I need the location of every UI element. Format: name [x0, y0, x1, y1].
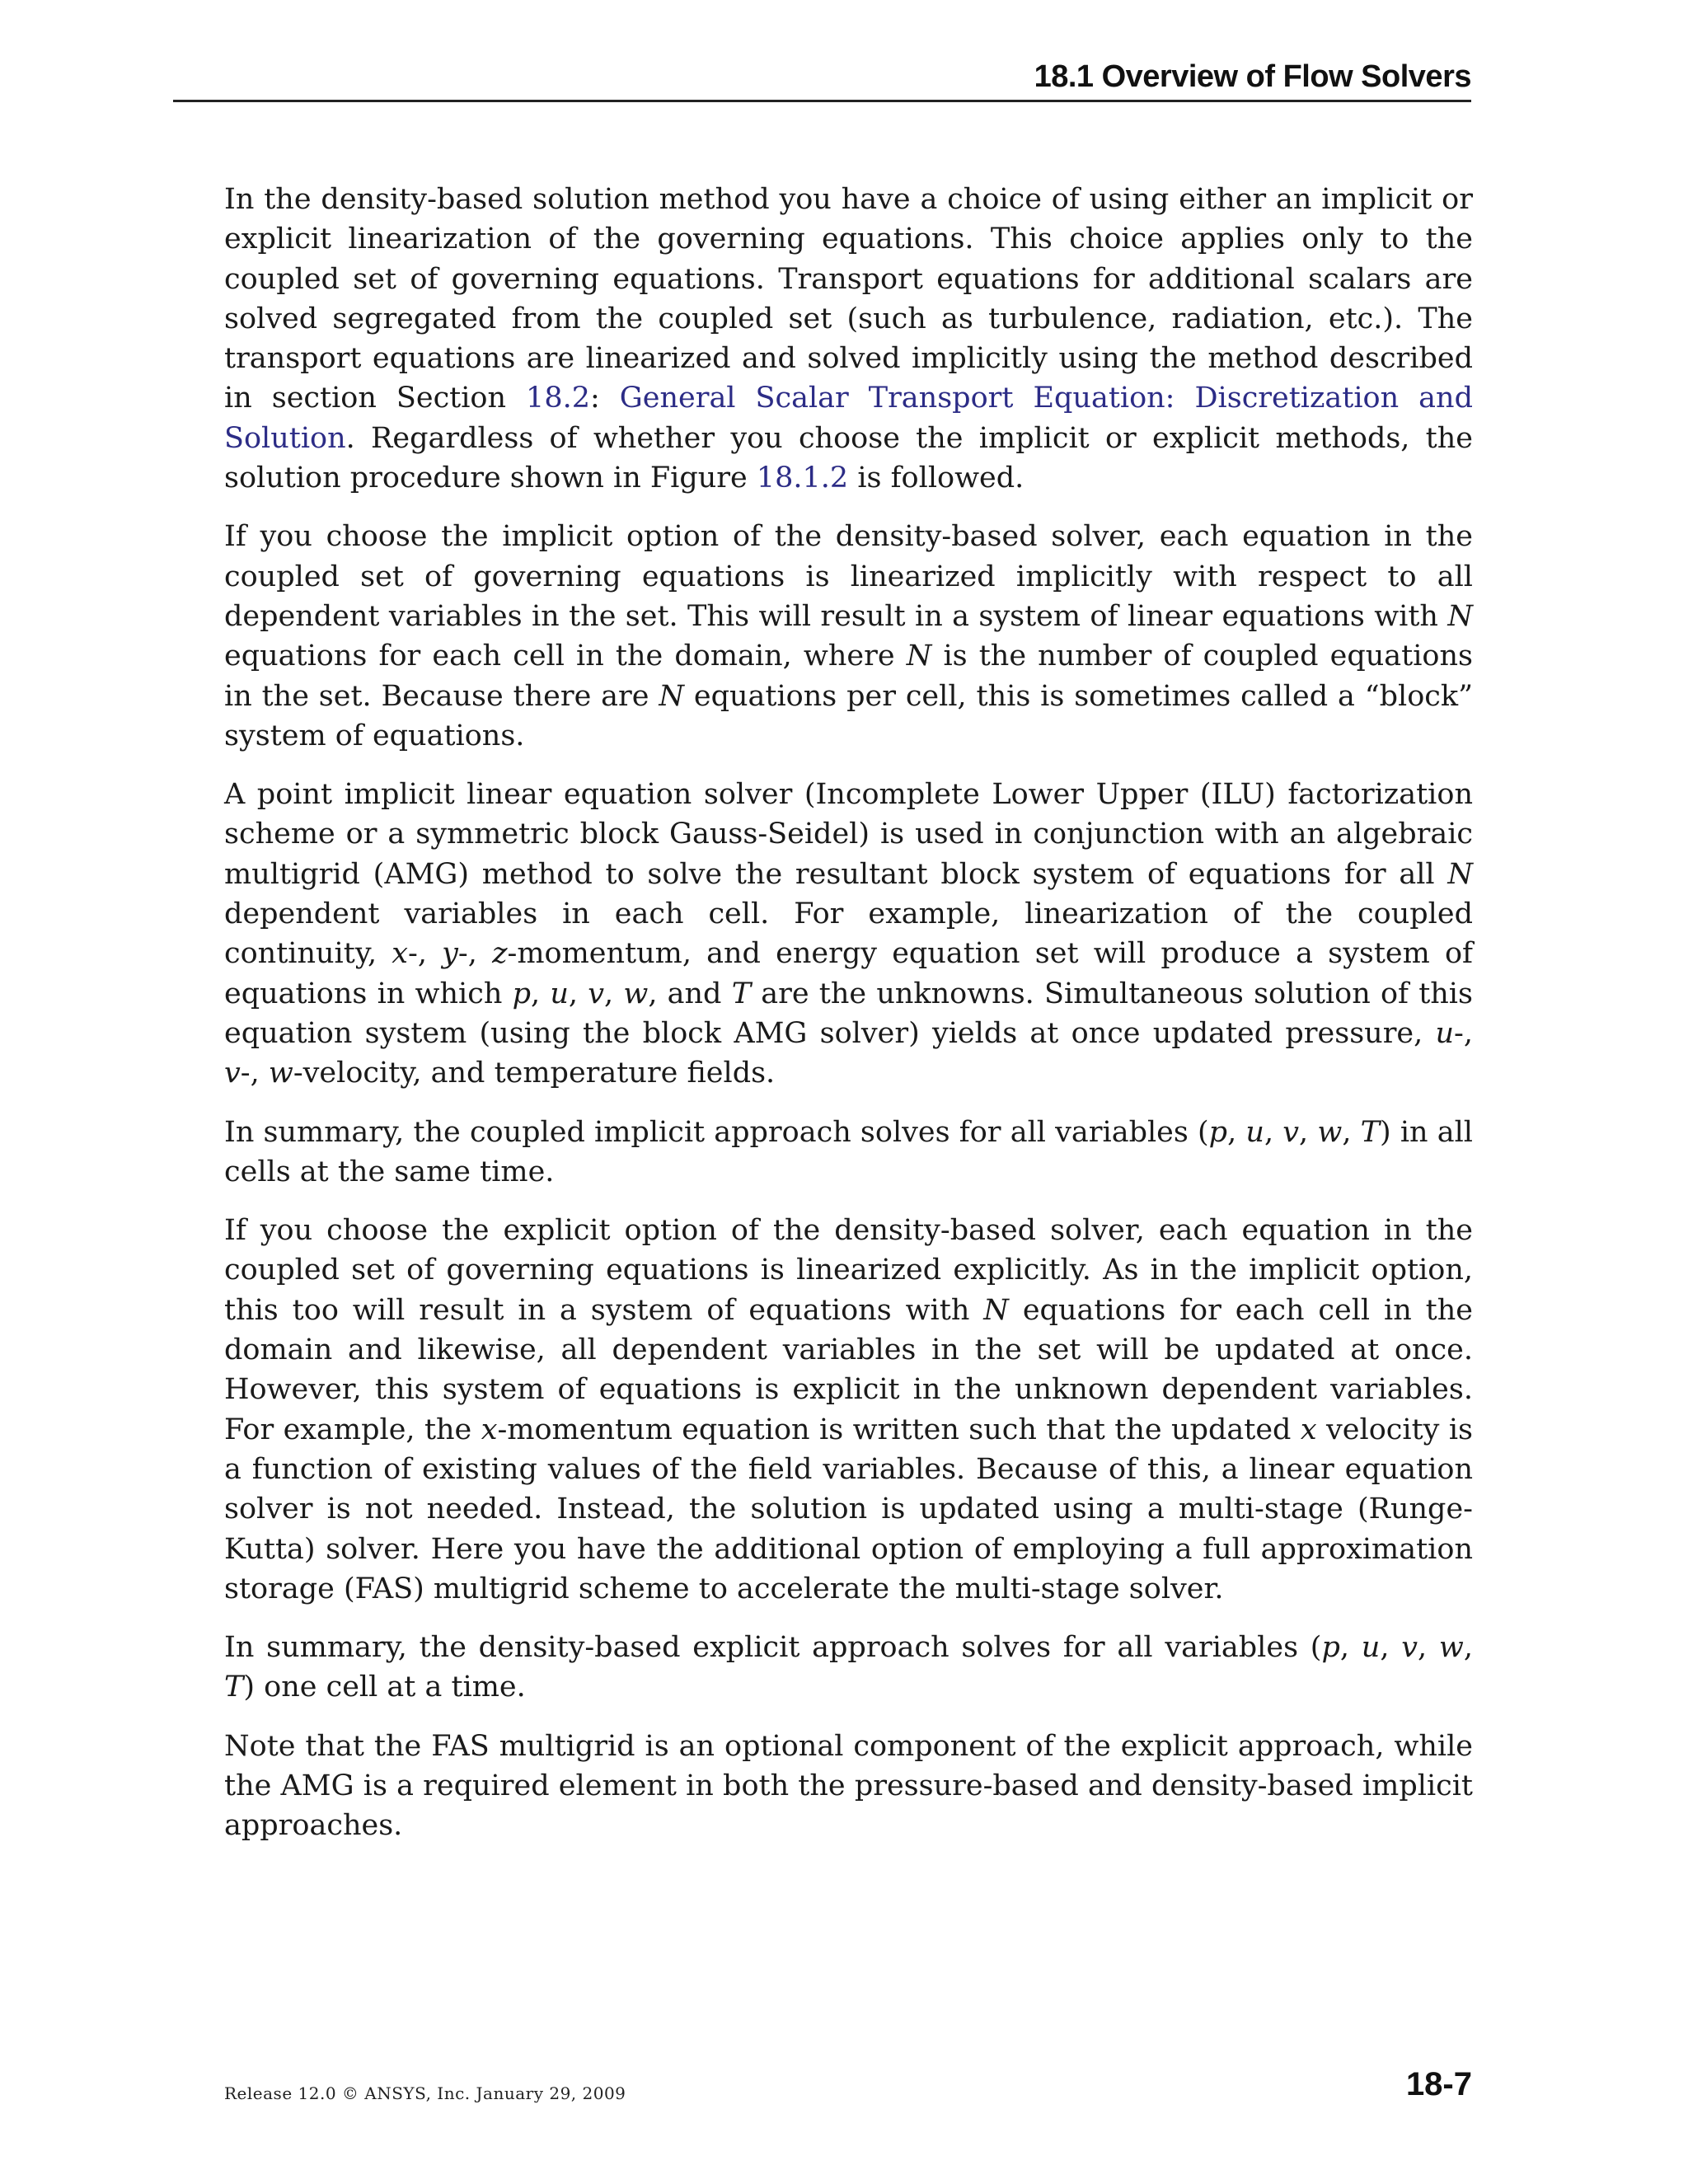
text-run: -velocity, and temperature fields. [293, 1057, 776, 1090]
text-run: . Regardless of whether you choose the implicit or explicit methods, the solution procedure shown in Figure [224, 421, 1473, 495]
text-run: are the unknowns. Simultaneous solution of this equation system (using the block AMG solver) yields at once updated pressure, [224, 977, 1473, 1050]
math-symbol: T [224, 1671, 244, 1704]
text-run: equations per cell, this is sometimes called a “block” system of equations. [224, 679, 1473, 752]
math-symbol: z [492, 937, 508, 971]
text-run: ) one cell at a time. [243, 1671, 526, 1704]
paragraph-1 [224, 180, 1473, 498]
text-run: If you choose the explicit option of the density-based solver, each equation in the coupled set of governing equations is linearized explicitly. As in the implicit option, this too will result in a system of equations with [224, 1214, 1473, 1327]
section-title: 18.1 Overview of Flow Solvers [1034, 59, 1471, 94]
math-symbol: u [1245, 1115, 1264, 1149]
text-run: , [1417, 1631, 1439, 1665]
math-symbol: u [550, 977, 569, 1010]
running-header [173, 59, 1471, 102]
math-symbol: y [442, 937, 458, 971]
math-symbol: w [268, 1057, 293, 1090]
text-run: velocity is a function of existing values of the field variables. Because of this, a linear equation solver is not needed. Instead, the solution is updated using a multi-stage (Runge-Kutta) solver. Here you have the additional option of employing a full approximation storage (FAS) multigrid scheme to accelerate the multi-stage solver. [224, 1413, 1473, 1605]
text-run: -, [240, 1057, 269, 1090]
math-symbol: p [1208, 1115, 1228, 1149]
math-symbol: u [1435, 1016, 1455, 1050]
math-symbol: N [906, 640, 932, 673]
text-run: -momentum equation is written such that the updated [497, 1413, 1301, 1446]
text-run: In summary, the density-based explicit approach solves for all variables ( [224, 1631, 1322, 1665]
release-notice: Release 12.0 © ANSYS, Inc. January 29, 2009 [224, 2083, 626, 2103]
text-run: In the density-based solution method you have a choice of using either an implicit or explicit linearization of the governing equations. This choice applies only to the coupled set of governing equations. Transport equations for additional scalars are solved segregated from the coupled set (such as turbulence, radiation, etc.). The transport equations are linearized and solved implicitly using the method described in section Section [224, 183, 1473, 415]
text-run: , [1463, 1631, 1473, 1665]
text-run: , [568, 977, 588, 1010]
text-run: : [589, 382, 620, 415]
math-symbol: w [1317, 1115, 1343, 1149]
math-symbol: u [1361, 1631, 1381, 1665]
text-run: is followed. [848, 462, 1025, 495]
text-run: -momentum, and energy equation set will produce a system of equations in which [224, 937, 1473, 1010]
math-symbol: x [1300, 1413, 1317, 1446]
math-symbol: N [659, 679, 684, 713]
math-symbol: N [1447, 599, 1473, 633]
body-text [224, 180, 1473, 1865]
math-symbol: v [1401, 1631, 1418, 1665]
paragraph-5 [224, 1211, 1473, 1609]
math-symbol: v [1282, 1115, 1300, 1149]
text-run: , [1227, 1115, 1246, 1149]
math-symbol: v [588, 977, 604, 1010]
text-run: , [530, 977, 551, 1010]
math-symbol: N [1447, 857, 1473, 891]
text-run: , and [648, 977, 732, 1010]
text-run: is the number of coupled equations in the set. Because there are [224, 640, 1473, 713]
text-run: A point implicit linear equation solver (Incomplete Lower Upper (ILU) factorization scheme or a symmetric block Gauss-Seidel) is used in conjunction with an algebraic multigrid (AMG) method to solve the resultant block system of equations for all [224, 778, 1473, 891]
figure-18-1-2-link[interactable]: 18.1.2 [756, 462, 849, 495]
text-run: , [1339, 1631, 1362, 1665]
text-run: -, [408, 937, 443, 971]
paragraph-2 [224, 517, 1473, 756]
text-run: If you choose the implicit option of the density-based solver, each equation in the coupled set of governing equations is linearized implicitly with respect to all dependent variables in the set. This will result in a system of linear equations with [224, 520, 1473, 633]
paragraph-3 [224, 775, 1473, 1093]
text-run: equations for each cell in the domain, where [224, 640, 907, 673]
text-run: -, [1454, 1016, 1473, 1050]
math-symbol: T [1360, 1115, 1380, 1149]
text-run: dependent variables in each cell. For example, linearization of the coupled continuity, [224, 898, 1473, 971]
text-run: , [1342, 1115, 1361, 1149]
math-symbol: N [983, 1293, 1009, 1327]
section-18-2-link[interactable]: 18.2 [526, 382, 590, 415]
text-run: -, [457, 937, 493, 971]
math-symbol: x [481, 1413, 498, 1446]
text-run: equations for each cell in the domain and likewise, all dependent variables in the set will be updated at once. However, this system of equations is explicit in the unknown dependent variables. For example, the [224, 1293, 1473, 1446]
text-run: , [1264, 1115, 1283, 1149]
text-run: , [604, 977, 624, 1010]
page-number: 18-7 [1405, 2066, 1472, 2102]
text-run: , [1299, 1115, 1318, 1149]
math-symbol: x [392, 937, 408, 971]
math-symbol: T [731, 977, 752, 1010]
paragraph-7: Note that the FAS multigrid is an optional component of the explicit approach, while the AMG is a required element in both the pressure-based and density-based implicit approaches. [224, 1729, 1473, 1843]
math-symbol: v [224, 1057, 241, 1090]
math-symbol: w [1438, 1631, 1464, 1665]
math-symbol: w [623, 977, 649, 1010]
paragraph-4 [224, 1113, 1473, 1193]
text-run: In summary, the coupled implicit approach solves for all variables ( [224, 1115, 1209, 1149]
paragraph-6 [224, 1628, 1473, 1708]
general-scalar-transport-link[interactable]: General Scalar Transport Equation: Discretization and Solution [224, 382, 1473, 455]
math-symbol: p [512, 977, 531, 1010]
text-run: , [1380, 1631, 1402, 1665]
math-symbol: p [1321, 1631, 1340, 1665]
text-run: ) in all cells at the same time. [224, 1115, 1473, 1188]
